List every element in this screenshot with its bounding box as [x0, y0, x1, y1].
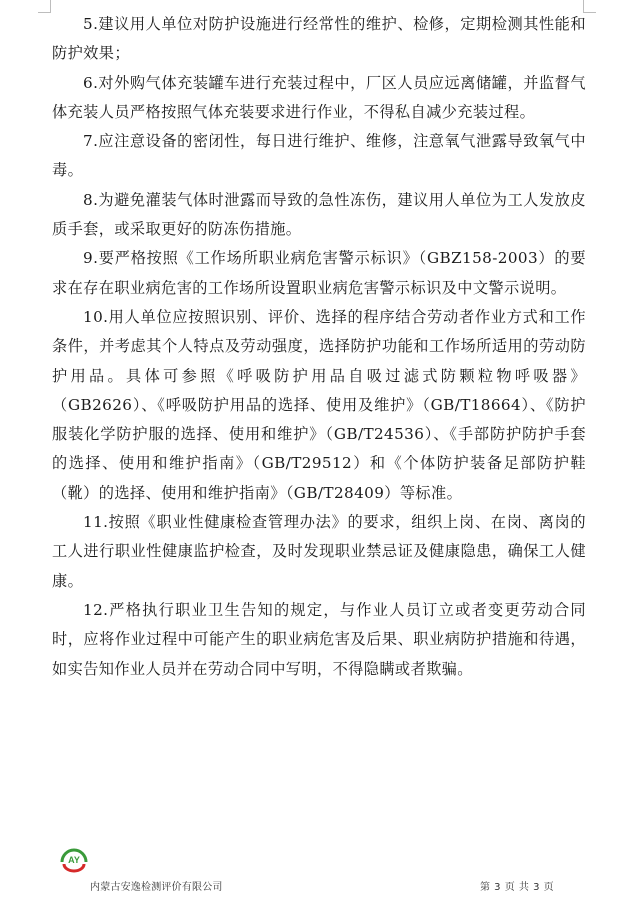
paragraph-6: 6.对外购气体充装罐车进行充装过程中，厂区人员应远离储罐，并监督气体充装人员严格按照气体充装要求进行作业，不得私自减少充装过程。 [52, 73, 586, 121]
svg-text:AY: AY [68, 855, 80, 865]
page-corner-mark-left [38, 0, 51, 13]
document-body [52, 10, 586, 684]
paragraph-5: 5.建议用人单位对防护设施进行经常性的维护、检修，定期检测其性能和防护效果； [52, 15, 586, 63]
paragraph-9: 9.要严格按照《工作场所职业病危害警示标识》（GBZ158-2003）的要求在存在职业病危害的工作场所设置职业病危害警示标识及中文警示说明。 [52, 249, 586, 297]
page-footer [0, 840, 635, 901]
page-number: 第 3 页 共 3 页 [480, 882, 555, 893]
company-logo-icon [58, 842, 90, 874]
paragraph-11: 11.按照《职业性健康检查管理办法》的要求，组织上岗、在岗、离岗的工人进行职业性健康监护检查，及时发现职业禁忌证及健康隐患，确保工人健康。 [52, 513, 586, 590]
company-name: 内蒙古安逸检测评价有限公司 [90, 882, 223, 893]
paragraph-8: 8.为避免灌装气体时泄露而导致的急性冻伤，建议用人单位为工人发放皮质手套，或采取更好的防冻伤措施。 [52, 190, 586, 239]
paragraph-10: 10.用人单位应按照识别、评价、选择的程序结合劳动者作业方式和工作条件，并考虑其个人特点及劳动强度，选择防护功能和工作场所适用的劳动防护用品。具体可参照《呼吸防护用品自吸过滤式防颗粒物呼吸器》（GB2626）、《呼吸防护用品的选择、使用及维护》（GB/T18664）、《防护服装化学防护服的选择、使用和维护》（GB/T24536）、《手部防护防护手套的选择、使用和维护指南》（GB/T29512）和《个体防护装备足部防护鞋（靴）的选择、使用和维护指南》（GB/T28409）等标准。 [52, 307, 586, 502]
paragraph-7: 7.应注意设备的密闭性，每日进行维护、维修，注意氧气泄露导致氧气中毒。 [52, 132, 586, 180]
paragraph-12: 12.严格执行职业卫生告知的规定，与作业人员订立或者变更劳动合同时，应将作业过程中可能产生的职业病危害及后果、职业病防护措施和待遇，如实告知作业人员并在劳动合同中写明，不得隐瞒或者欺骗。 [52, 600, 586, 678]
